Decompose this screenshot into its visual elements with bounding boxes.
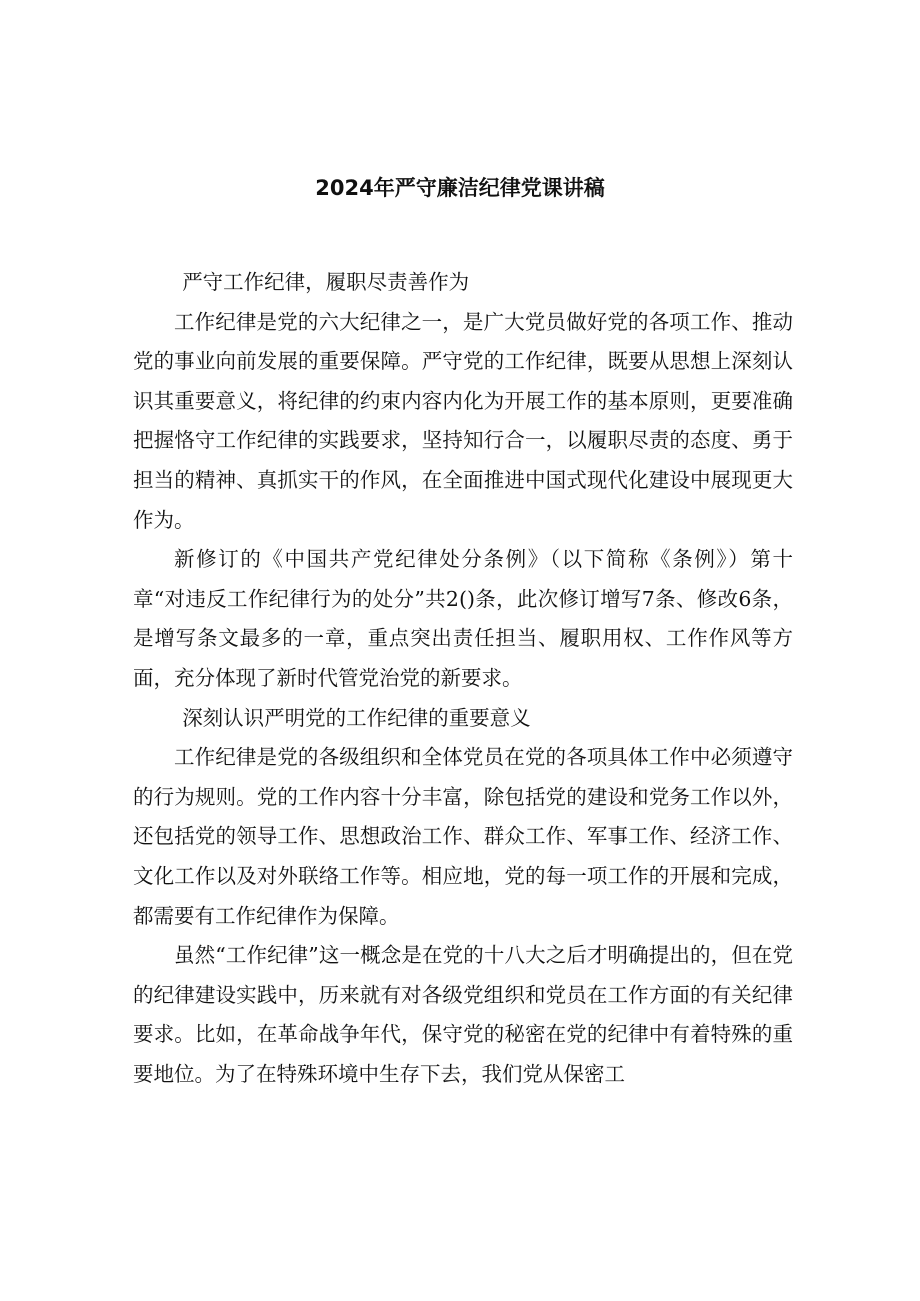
body-paragraph: 虽然“工作纪律”这一概念是在党的十八大之后才明确提出的，但在党的纪律建设实践中，历来就有对各级党组织和党员在工作方面的有关纪律要求。比如，在革命战争年代，保守党的秘密在党的纪律中有着特殊的重要地位。为了在特殊环境中生存下去，我们党从保密工 [133, 943, 793, 1086]
section-heading: 深刻认识严明党的工作纪律的重要意义 [182, 705, 531, 730]
body-paragraph: 工作纪律是党的各级组织和全体党员在党的各项具体工作中必须遵守的行为规则。党的工作内容十分丰富，除包括党的建设和党务工作以外，还包括党的领导工作、思想政治工作、群众工作、军事工作、经济工作、文化工作以及对外联络工作等。相应地，党的每一项工作的开展和完成，都需要有工作纪律作为保障。 [133, 745, 793, 928]
section-heading: 严守工作纪律，履职尽责善作为 [182, 270, 470, 294]
body-paragraph: 工作纪律是党的六大纪律之一，是广大党员做好党的各项工作、推动党的事业向前发展的重要保障。严守党的工作纪律，既要从思想上深刻认识其重要意义，将纪律的约束内容内化为开展工作的基本原则，更要准确把握恪守工作纪律的实践要求，坚持知行合一，以履职尽责的态度、勇于担当的精神、真抓实干的作风，在全面推进中国式现代化建设中展现更大作为。 [133, 309, 793, 532]
document-body [133, 263, 793, 1094]
body-paragraph: 新修订的《中国共产党纪律处分条例》（以下简称《条例》）第十章“对违反工作纪律行为的处分”共2()条，此次修订增写7条、修改6条，是增写条文最多的一章，重点突出责任担当、履职用权、工作作风等方面，充分体现了新时代管党治党的新要求。 [133, 547, 793, 690]
document-title: 2024年严守廉洁纪律党课讲稿 [315, 176, 605, 200]
